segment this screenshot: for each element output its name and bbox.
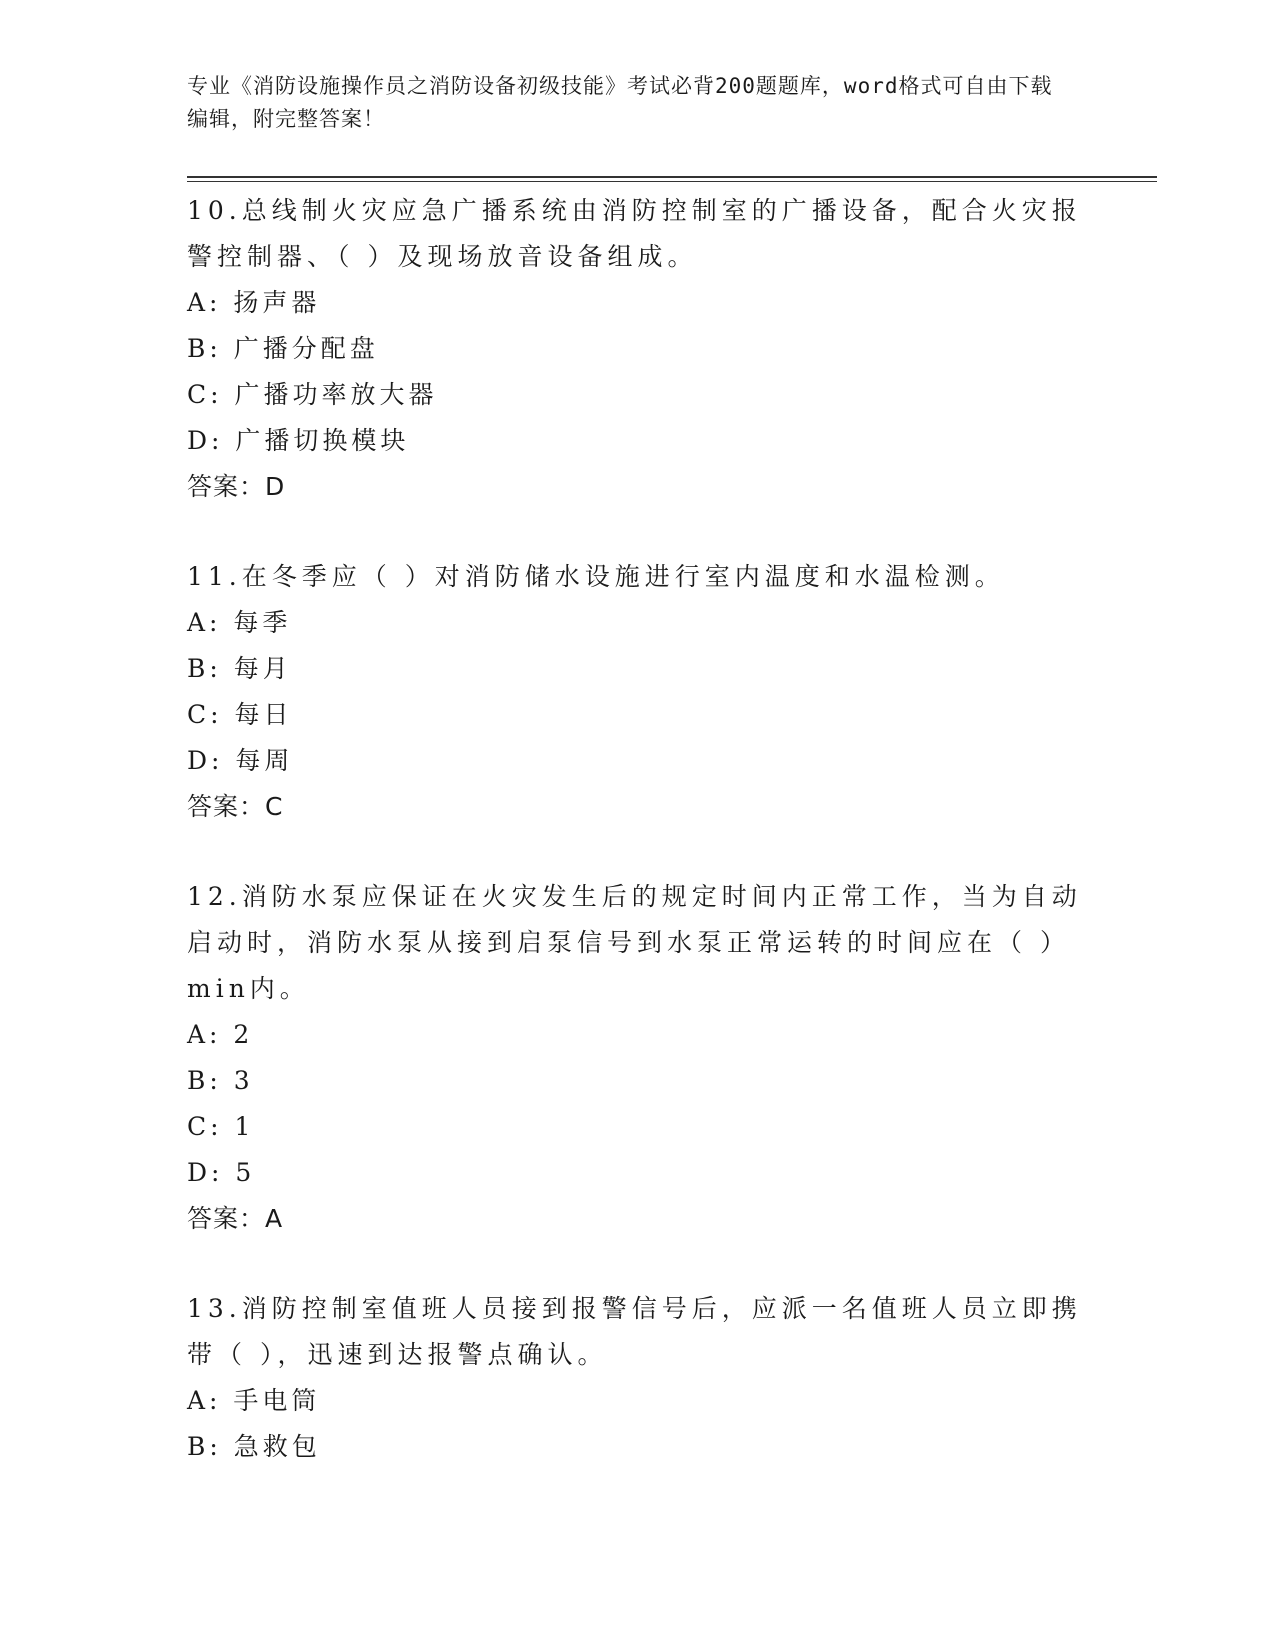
question-11	[187, 554, 1157, 830]
question-12	[187, 874, 1157, 1242]
answer: 答案：C	[187, 792, 284, 821]
header-divider	[187, 176, 1157, 182]
option-a: A: 每季	[187, 608, 292, 637]
option-c: C: 1	[187, 1112, 255, 1141]
question-text: 11.在冬季应（ ）对消防储水设施进行室内温度和水温检测。	[187, 562, 1005, 591]
question-text: 12.消防水泵应保证在火灾发生后的规定时间内正常工作，当为自动启动时，消防水泵从接到启泵信号到水泵正常运转的时间应在（ ）min内。	[187, 882, 1082, 1003]
document-header: 专业《消防设施操作员之消防设备初级技能》考试必背200题题库，word格式可自由下载编辑，附完整答案！	[187, 74, 1053, 131]
option-c: C: 广播功率放大器	[187, 380, 438, 409]
option-c: C: 每日	[187, 700, 293, 729]
question-text: 13.消防控制室值班人员接到报警信号后，应派一名值班人员立即携带（ ），迅速到达报警点确认。	[187, 1294, 1082, 1369]
option-a: A: 手电筒	[187, 1386, 321, 1415]
option-d: D: 广播切换模块	[187, 426, 410, 455]
question-10	[187, 188, 1157, 510]
option-d: D: 5	[187, 1158, 256, 1187]
option-b: B: 广播分配盘	[187, 334, 379, 363]
option-b: B: 3	[187, 1066, 254, 1095]
question-text: 10.总线制火灾应急广播系统由消防控制室的广播设备，配合火灾报警控制器、（ ）及现场放音设备组成。	[187, 196, 1082, 271]
option-b: B: 每月	[187, 654, 292, 683]
question-13	[187, 1286, 1157, 1470]
option-a: A: 2	[187, 1020, 254, 1049]
option-d: D: 每周	[187, 746, 294, 775]
option-a: A: 扬声器	[187, 288, 321, 317]
answer: 答案：A	[187, 1204, 284, 1233]
answer: 答案：D	[187, 472, 286, 501]
question-list	[187, 188, 1157, 1470]
option-b: B: 急救包	[187, 1432, 321, 1461]
document-page	[187, 70, 1157, 1514]
